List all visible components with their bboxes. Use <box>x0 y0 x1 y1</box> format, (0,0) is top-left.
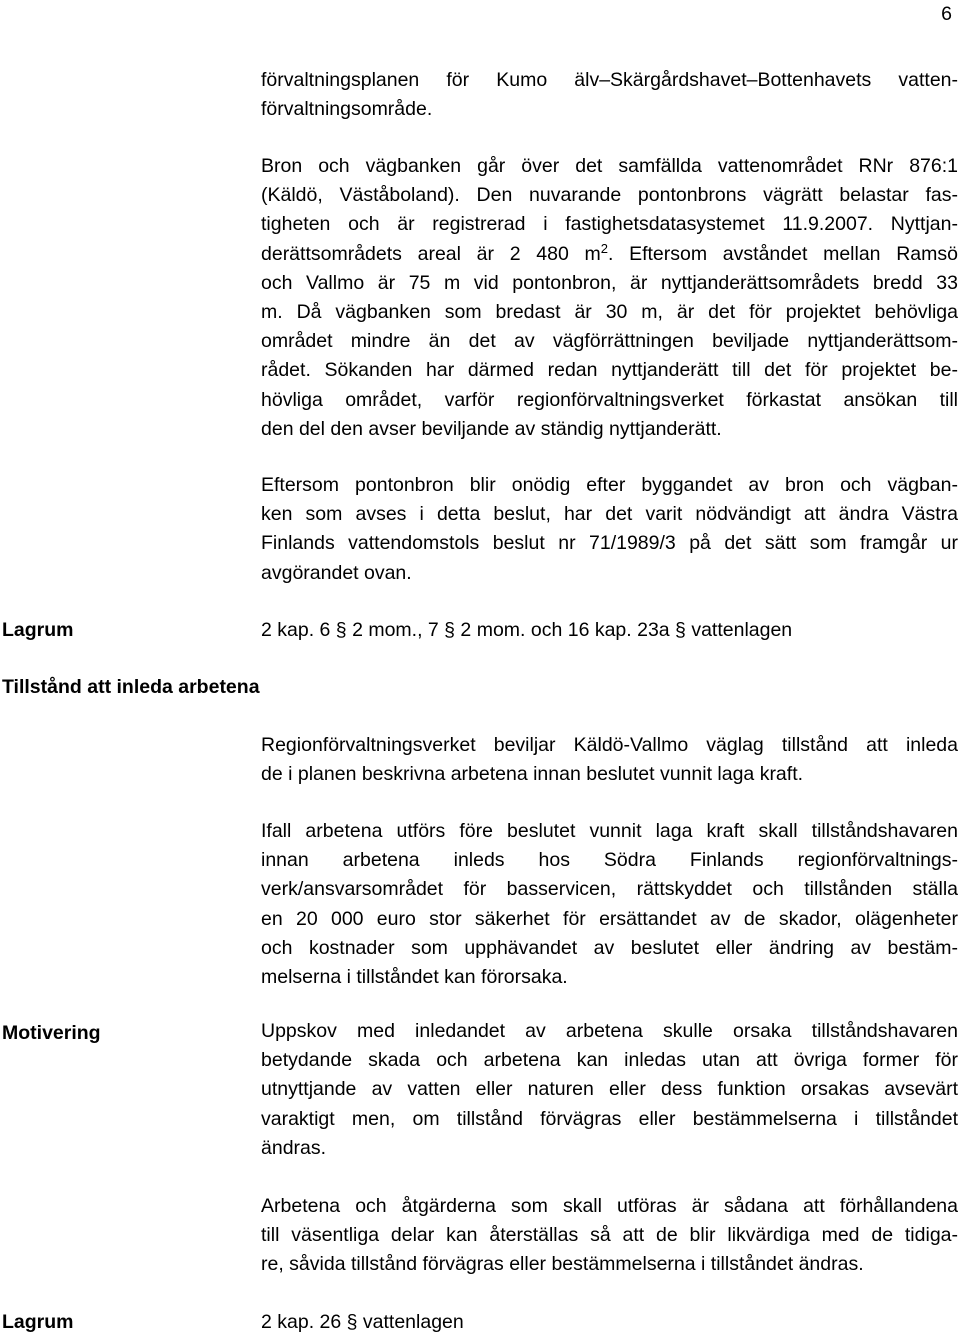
lagrum-heading-2: Lagrum <box>2 1311 74 1333</box>
motivering-heading: Motivering <box>2 1022 101 1044</box>
text-line: tigheten och är registrerad i fastighetsdatasystemet 11.9.2007. Nyttjan- <box>261 213 958 236</box>
lagrum-reference: 2 kap. 6 § 2 mom., 7 § 2 mom. och 16 kap. 23a § vattenlagen <box>261 619 793 641</box>
text-line: rådet. Sökanden har därmed redan nyttjanderätt till det för projektet be- <box>261 359 958 382</box>
text-line: Eftersom pontonbron blir onödig efter byggandet av bron och vägban- <box>261 474 958 496</box>
paragraph-pontoon <box>261 471 958 588</box>
text-line: betydande skada och arbetena kan inledas utan att övriga former för <box>261 1049 958 1072</box>
text-line: förvaltningsplanen för Kumo älv–Skärgårdshavet–Bottenhavets vatten- <box>261 69 958 91</box>
text-line: de i planen beskrivna arbetena innan beslutet vunnit laga kraft. <box>261 763 804 786</box>
text-line: Bron och vägbanken går över det samfällda vattenområdet RNr 876:1 <box>261 155 958 177</box>
text-line: Regionförvaltningsverket beviljar Käldö-Vallmo väglag tillstånd att inleda <box>261 734 958 756</box>
page-number: 6 <box>941 3 952 25</box>
text-line: en 20 000 euro stor säkerhet för ersättandet av de skador, olägenheter <box>261 907 958 930</box>
text-line: Finlands vattendomstols beslut nr 71/1989/3 på det sätt som framgår ur <box>261 532 958 555</box>
text-line: till väsentliga delar kan återställas så att de blir likvärdiga med de tidiga- <box>261 1224 958 1247</box>
lagrum-heading: Lagrum <box>2 619 74 641</box>
text-line: ken som avses i detta beslut, har det varit nödvändigt att ändra Västra <box>261 503 958 526</box>
text-line: Arbetena och åtgärderna som skall utföras är sådana att förhållandena <box>261 1195 958 1217</box>
text-line: verk/ansvarsområdet för basservicen, rättskyddet och tillstånden ställa <box>261 878 958 901</box>
text-segment: derättsområdets areal är 2 480 m <box>261 242 601 265</box>
text-segment: . Eftersom avståndet mellan Ramsö <box>607 242 958 265</box>
text-line: re, såvida tillstånd förvägras eller bestämmelserna i tillståndet ändras. <box>261 1253 864 1276</box>
paragraph-restoration <box>261 1192 958 1280</box>
text-line: och Vallmo är 75 m vid pontonbron, är nyttjanderättsområdets bredd 33 <box>261 271 958 294</box>
paragraph-intro <box>261 66 958 124</box>
text-line <box>261 240 958 269</box>
text-line: melserna i tillståndet kan förorsaka. <box>261 966 568 989</box>
text-line: Ifall arbetena utförs före beslutet vunnit laga kraft skall tillståndshavaren <box>261 820 958 842</box>
paragraph-bridge <box>261 152 958 444</box>
paragraph-motivering <box>261 1017 958 1163</box>
text-line: utnyttjande av vatten eller naturen eller dess funktion orsakas avsevärt <box>261 1078 958 1101</box>
text-line: hövliga området, varför regionförvaltningsverket förkastat ansökan till <box>261 388 958 411</box>
paragraph-permit <box>261 731 958 789</box>
text-line: förvaltningsområde. <box>261 98 433 121</box>
lagrum-reference-2: 2 kap. 26 § vattenlagen <box>261 1311 464 1333</box>
text-line: området mindre än det av vägförrättningen beviljade nyttjanderättsom- <box>261 330 958 353</box>
text-line: den del den avser beviljande av ständig nyttjanderätt. <box>261 417 722 440</box>
superscript: 2 <box>600 240 608 256</box>
text-line: ändras. <box>261 1136 327 1159</box>
paragraph-security <box>261 817 958 992</box>
text-line: (Käldö, Väståboland). Den nuvarande pontonbrons vägrätt belastar fas- <box>261 184 958 207</box>
section-heading: Tillstånd att inleda arbetena <box>2 676 260 698</box>
text-line: avgörandet ovan. <box>261 561 412 584</box>
text-line: Uppskov med inledandet av arbetena skulle orsaka tillståndshavaren <box>261 1020 958 1042</box>
text-line: varaktigt men, om tillstånd förvägras eller bestämmelserna i tillståndet <box>261 1107 958 1130</box>
text-line: m. Då vägbanken som bredast är 30 m, är det för projektet behövliga <box>261 301 958 324</box>
text-line: innan arbetena inleds hos Södra Finlands regionförvaltnings- <box>261 849 958 872</box>
text-line: och kostnader som upphävandet av beslutet eller ändring av bestäm- <box>261 936 958 959</box>
